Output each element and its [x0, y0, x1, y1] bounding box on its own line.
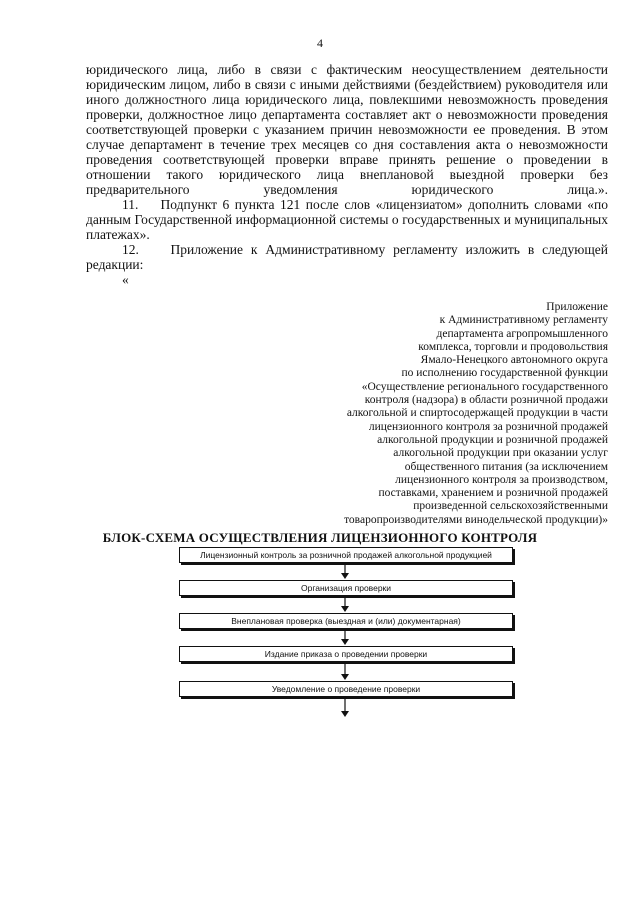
appendix-header — [288, 301, 608, 527]
flowchart-step-unscheduled-inspection: Внеплановая проверка (выездная и (или) документарная) — [179, 613, 513, 629]
flowchart-step-organization: Организация проверки — [179, 580, 513, 596]
quote-open-mark: « — [122, 272, 129, 287]
appendix-line: к Административному регламенту — [439, 314, 608, 327]
flow-arrow-icon — [339, 699, 351, 717]
appendix-line: по исполнению государственной функции — [401, 367, 608, 380]
flowchart-step-order-issue: Издание приказа о проведении проверки — [179, 646, 513, 662]
flowchart-step-license-control: Лицензионный контроль за розничной продажей алкогольной продукцией — [179, 547, 513, 563]
paragraph-item-11: 11. Подпункт 6 пункта 121 после слов «лицензиатом» дополнить словами «по данным Государственной информационной системы о государственных и муниципальных платежах». — [86, 197, 608, 242]
body-text — [86, 62, 608, 287]
appendix-line: алкогольной продукции и розничной продажей — [377, 433, 608, 446]
appendix-line: общественного питания (за исключением — [404, 460, 608, 473]
appendix-line: департамента агропромышленного — [436, 327, 608, 340]
appendix-line: контроля (надзора) в области розничной продажи — [364, 394, 608, 407]
appendix-line: алкогольной продукции при оказании услуг — [393, 447, 608, 460]
appendix-line: поставками, хранением и розничной продажей — [378, 487, 608, 500]
appendix-line: товаропроизводителями винодельческой продукции)» — [344, 513, 608, 526]
flow-arrow-icon — [339, 565, 351, 579]
appendix-line: Ямало-Ненецкого автономного округа — [420, 354, 608, 367]
appendix-line: алкогольной и спиртосодержащей продукции в части — [346, 407, 608, 420]
paragraph-item-12: 12. Приложение к Административному регламенту изложить в следующей редакции: — [86, 242, 608, 272]
appendix-line: комплекса, торговли и продовольствия — [418, 340, 608, 353]
flow-arrow-icon — [339, 664, 351, 680]
flow-arrow-icon — [339, 598, 351, 612]
page-number: 4 — [317, 36, 323, 50]
appendix-line: лицензионного контроля за розничной продажей — [368, 420, 608, 433]
appendix-line: лицензионного контроля за производством, — [395, 473, 608, 486]
flowchart-step-notification: Уведомление о проведение проверки — [179, 681, 513, 697]
appendix-line: произведенной сельскохозяйственными — [413, 500, 608, 513]
flowchart-title: БЛОК-СХЕМА ОСУЩЕСТВЛЕНИЯ ЛИЦЕНЗИОННОГО КОНТРОЛЯ — [102, 530, 538, 545]
appendix-line: Приложение — [546, 301, 608, 313]
appendix-line: «Осуществление регионального государственного — [361, 380, 608, 393]
paragraph-continuation: юридического лица, либо в связи с фактическим неосуществлением деятельности юридическим лицом, либо в связи с иными действиями (бездействием) руководителя или иного должностного лица юридического лица, повлекшими невозможность проведения проверки, должностное лицо департамента составляет акт о невозможности проведения соответствующей проверки с указанием причин невозможности ее проведения. В этом случае департамент в течение трех месяцев со дня составления акта о невозможности проведения соответствующей проверки вправе принять решение о проведении в отношении такого юридического лица внеплановой выездной проверки без предварительного уведомления юридического лица.». — [86, 62, 608, 197]
flow-arrow-icon — [339, 631, 351, 645]
